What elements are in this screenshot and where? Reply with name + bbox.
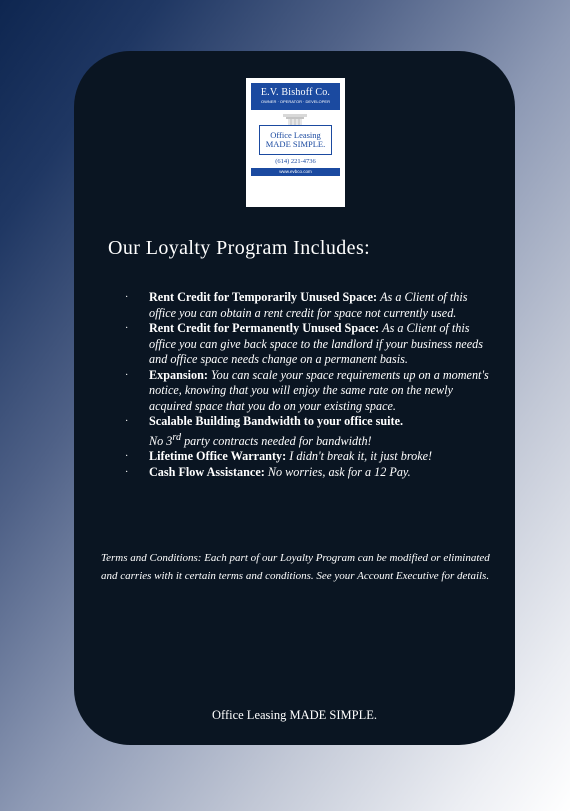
bullet-icon: · (125, 451, 129, 463)
bullet-icon: · (125, 416, 129, 427)
company-logo (246, 78, 345, 207)
list-item (74, 368, 515, 415)
ordinal-suffix: rd (172, 431, 182, 443)
list-item (74, 465, 515, 481)
feature-description: I didn't break it, it just broke! (289, 449, 433, 464)
bullet-icon: · (125, 466, 129, 478)
logo-slogan-line1: Office Leasing (270, 130, 321, 140)
feature-title: Rent Credit for Temporarily Unused Space: (149, 290, 378, 304)
program-heading: Our Loyalty Program Includes: (108, 237, 371, 259)
flyer-card (74, 51, 515, 745)
bullet-icon: · (125, 323, 129, 334)
list-item (74, 290, 515, 321)
feature-description: As a Client of this office you can give back space to the landlord if your business needs and office space needs change on a permanent basis. (149, 321, 483, 366)
logo-phone: (614) 221-4736 (275, 158, 316, 165)
logo-header-band (251, 83, 340, 110)
feature-description-part: No 3 (149, 433, 173, 448)
feature-description: You can scale your space requirements up on a moment's notice, knowing that you will enjoy the same rate on the newly acquired space that you do on your existing space. (149, 367, 489, 413)
logo-website: www.evbco.com (251, 168, 340, 176)
logo-slogan-box (259, 125, 332, 155)
list-item (74, 321, 515, 368)
feature-description-part: party contracts needed for bandwidth! (181, 433, 372, 448)
bullet-icon: · (125, 292, 129, 303)
logo-company-name: E.V. Bishoff Co. (260, 87, 331, 98)
footer-slogan: Office Leasing MADE SIMPLE. (211, 708, 378, 722)
list-item (74, 449, 515, 465)
feature-title: Lifetime Office Warranty: (149, 449, 287, 464)
feature-description: As a Client of this office you can obtain a rent credit for space not currently used. (149, 290, 468, 320)
list-item (74, 414, 515, 449)
feature-description: No worries, ask for a 12 Pay. (267, 464, 411, 479)
feature-title: Cash Flow Assistance: (149, 464, 265, 479)
feature-title: Expansion: (149, 367, 208, 382)
feature-title: Rent Credit for Permanently Unused Space: (149, 321, 380, 335)
logo-slogan-line2: MADE SIMPLE. (265, 139, 326, 149)
terms-and-conditions: Terms and Conditions: Each part of our Loyalty Program can be modified or eliminated and carries with it certain terms and conditions. See your Account Executive for details. (101, 552, 490, 582)
feature-list (74, 290, 515, 480)
logo-tagline: OWNER · OPERATOR · DEVELOPER (261, 99, 330, 104)
feature-description (149, 431, 372, 448)
bullet-icon: · (125, 369, 129, 381)
feature-title: Scalable Building Bandwidth to your office suite. (149, 414, 404, 428)
